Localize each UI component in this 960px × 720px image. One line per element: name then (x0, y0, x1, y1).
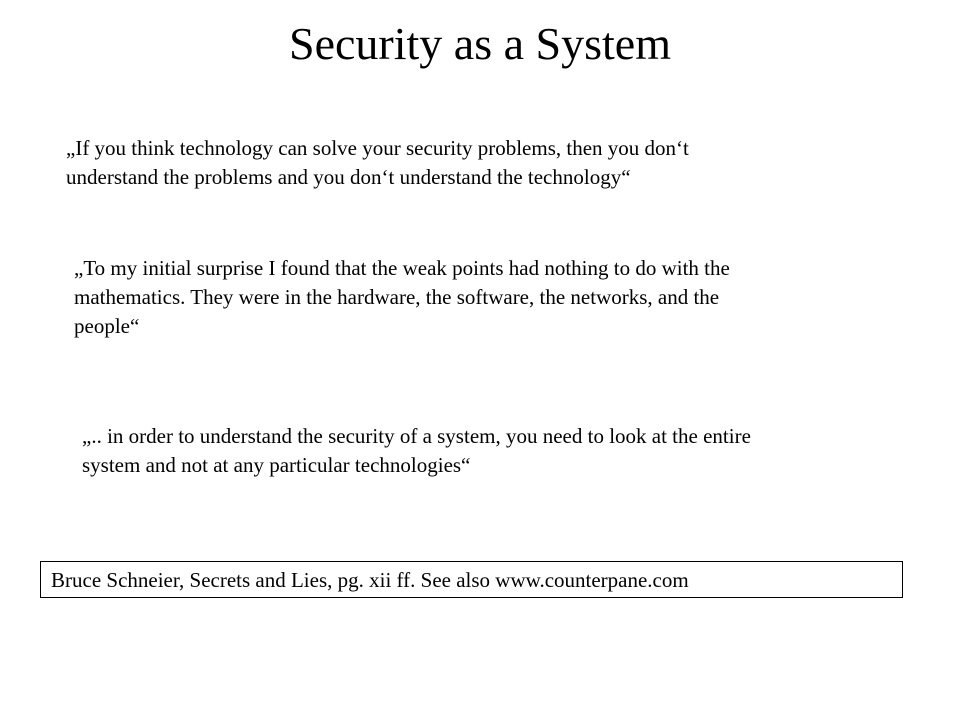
quote-line: „If you think technology can solve your security problems, then you don‘t (66, 136, 689, 160)
quote-line: „.. in order to understand the security of a system, you need to look at the entire (82, 424, 751, 448)
quote-line: system and not at any particular technologies“ (82, 453, 471, 477)
quote-weak-points (74, 254, 730, 341)
slide-title: Security as a System (289, 18, 671, 69)
quote-line: understand the problems and you don‘t understand the technology“ (66, 165, 631, 189)
quote-line: „To my initial surprise I found that the weak points had nothing to do with the (74, 256, 730, 280)
source-citation-text: Bruce Schneier, Secrets and Lies, pg. xii ff. See also www.counterpane.com (51, 568, 689, 592)
quote-line: people“ (74, 314, 140, 338)
quote-line: mathematics. They were in the hardware, the software, the networks, and the (74, 285, 720, 309)
source-citation-box (40, 561, 903, 598)
quote-technology (66, 134, 689, 192)
quote-entire-system (82, 422, 751, 480)
